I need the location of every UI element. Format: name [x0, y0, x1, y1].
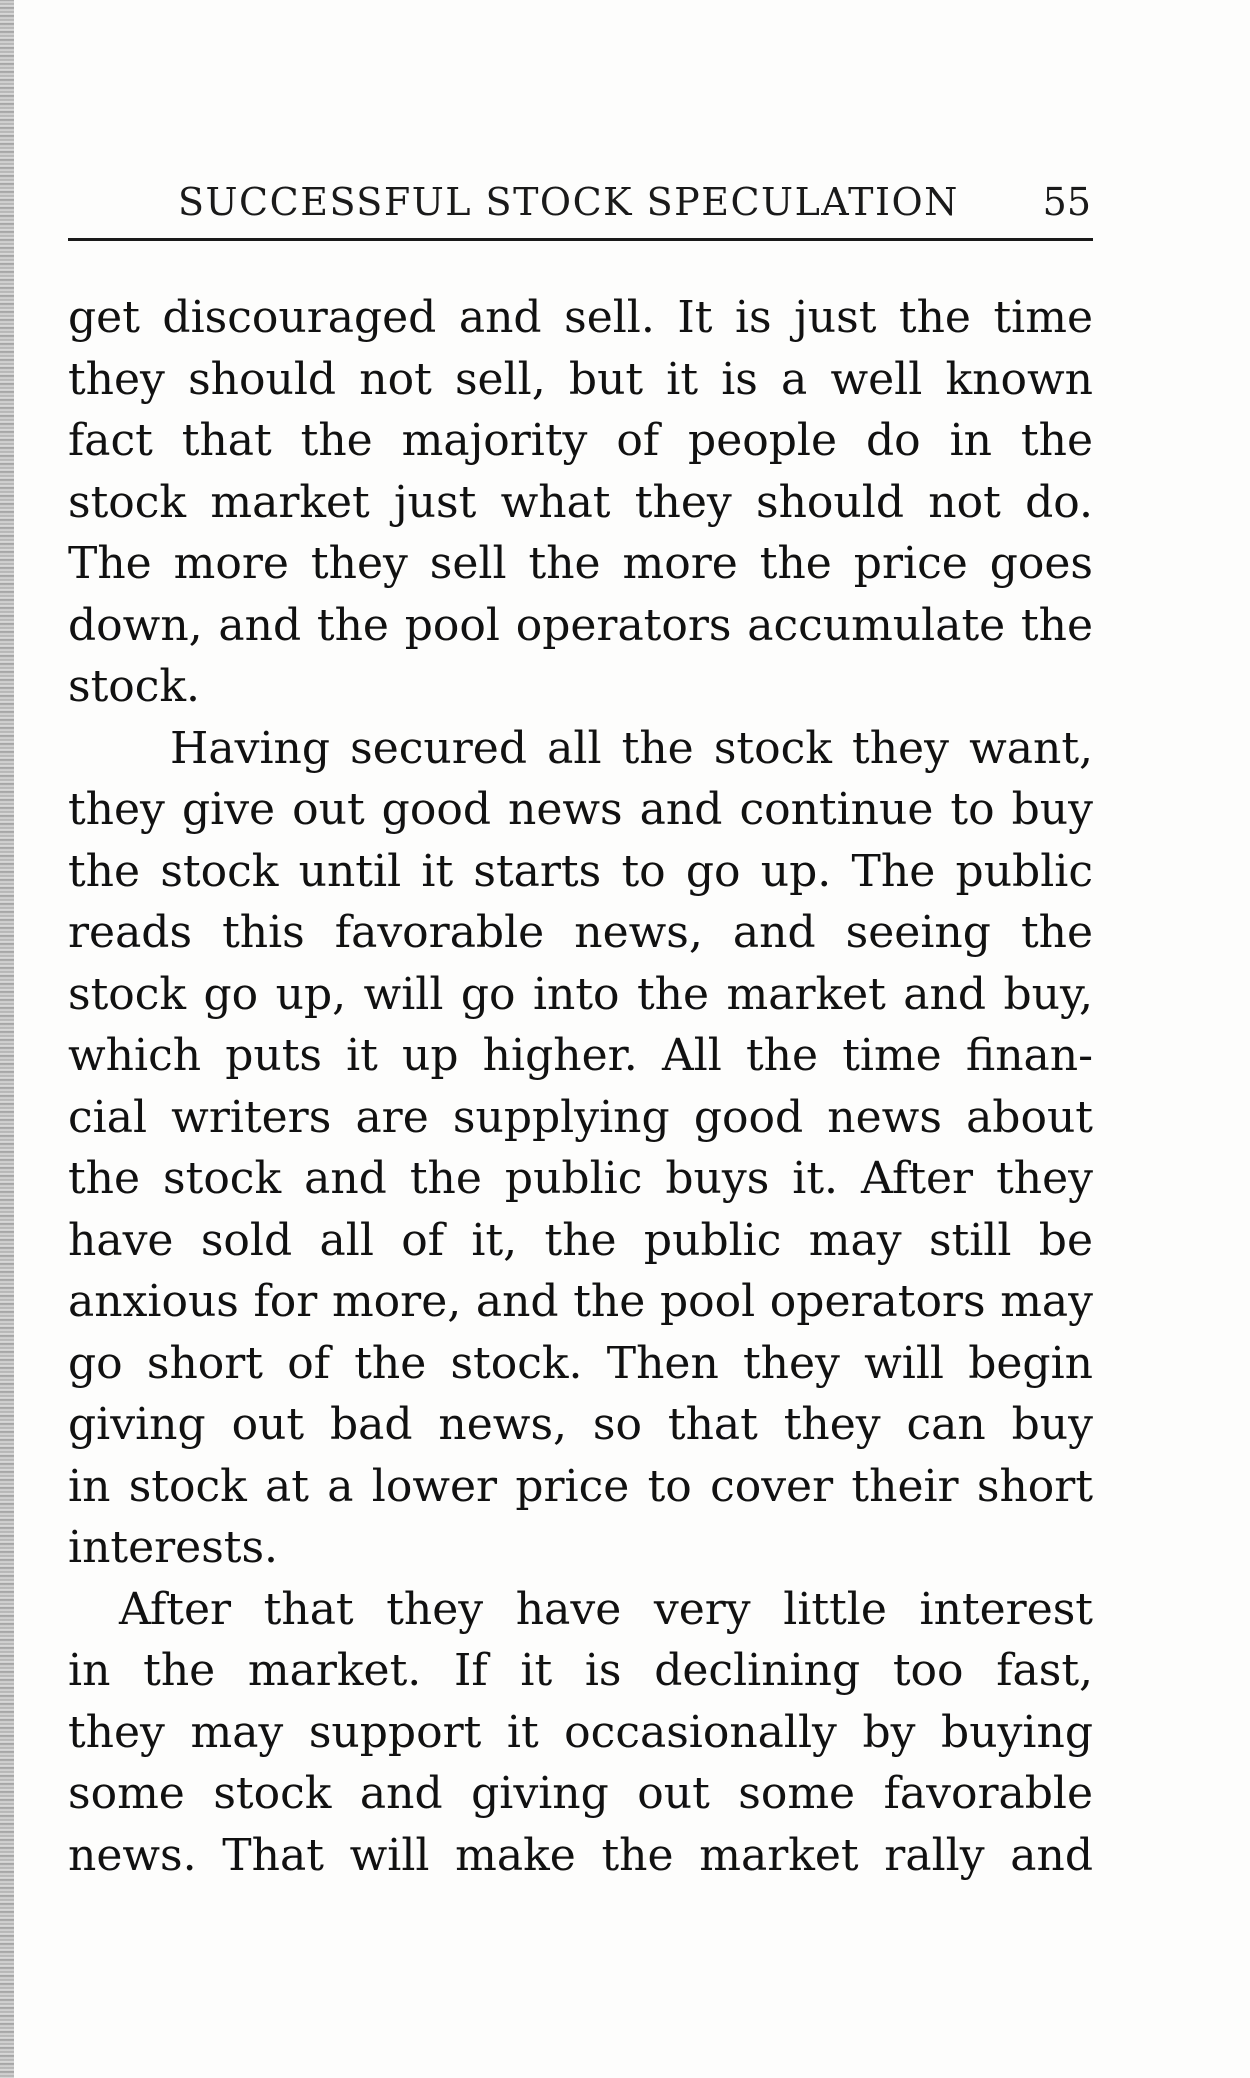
- text-line: get discouraged and sell. It is just the time: [68, 292, 1093, 343]
- text-line: The more they sell the more the price goes: [68, 538, 1093, 589]
- text-line: down, and the pool operators accumulate the: [68, 599, 1093, 651]
- text-line: go short of the stock. Then they will begin: [68, 1337, 1093, 1389]
- text-line: in stock at a lower price to cover their short: [68, 1460, 1093, 1512]
- text-line: interests.: [68, 1522, 279, 1573]
- text-line: reads this favorable news, and seeing the: [68, 907, 1093, 958]
- text-line: Having secured all the stock they want,: [170, 722, 1093, 774]
- text-line: they should not sell, but it is a well known: [68, 353, 1093, 405]
- text-line: they give out good news and continue to buy: [68, 784, 1093, 835]
- running-head: [68, 176, 1093, 241]
- binding-edge: [0, 0, 14, 2078]
- text-line: After that they have very little interest: [119, 1583, 1093, 1635]
- page-number: 55: [1042, 180, 1091, 224]
- text-line: giving out bad news, so that they can buy: [68, 1399, 1093, 1450]
- text-line: some stock and giving out some favorable: [68, 1768, 1093, 1819]
- text-line: the stock and the public buys it. After they: [68, 1153, 1093, 1204]
- text-line: anxious for more, and the pool operators may: [68, 1276, 1093, 1327]
- text-line: have sold all of it, the public may still be: [68, 1214, 1093, 1266]
- text-line: they may support it occasionally by buying: [68, 1706, 1093, 1758]
- text-line: stock.: [68, 661, 201, 712]
- text-line: cial writers are supplying good news about: [68, 1091, 1093, 1143]
- text-line: in the market. If it is declining too fast,: [68, 1645, 1093, 1696]
- body-text: [68, 287, 1093, 1886]
- text-line: stock go up, will go into the market and buy,: [68, 968, 1093, 1020]
- text-line: the stock until it starts to go up. The public: [68, 845, 1093, 897]
- text-line: which puts it up higher. All the time finan-: [68, 1030, 1093, 1081]
- text-line: fact that the majority of people do in the: [68, 415, 1093, 466]
- text-line: news. That will make the market rally and: [68, 1829, 1093, 1881]
- text-line: stock market just what they should not do.: [68, 476, 1093, 528]
- running-title: SUCCESSFUL STOCK SPECULATION: [178, 180, 959, 224]
